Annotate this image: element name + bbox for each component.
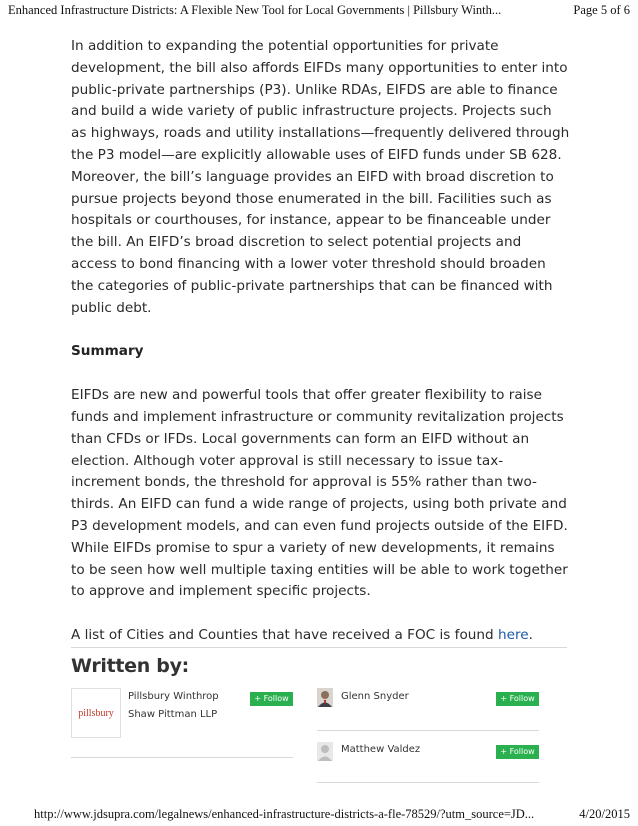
paragraph-foc-list [71, 625, 571, 647]
avatar[interactable] [317, 742, 333, 761]
article-body [71, 36, 571, 669]
page-url: http://www.jdsupra.com/legalnews/enhanced-infrastructure-districts-a-fle-78529/?utm_source=JD... [34, 807, 535, 821]
follow-author-button[interactable]: + Follow [496, 692, 539, 706]
print-footer [34, 807, 630, 822]
default-user-icon [317, 742, 333, 761]
page-number: Page 5 of 6 [573, 3, 630, 17]
paragraph-text: A list of Cities and Counties that have received a FOC is found [71, 627, 498, 644]
print-header [8, 3, 630, 18]
firm-divider [71, 757, 293, 758]
author-photo-icon [317, 688, 333, 707]
author-name-glenn[interactable]: Glenn Snyder [341, 691, 409, 702]
firm-name[interactable]: Pillsbury Winthrop Shaw Pittman LLP [128, 691, 219, 720]
author-divider [317, 782, 539, 783]
avatar[interactable] [317, 688, 333, 707]
firm-logo[interactable] [71, 688, 121, 738]
paragraph: In addition to expanding the potential opportunities for private development, the bill also affords EIFDs many opportunities to enter into public-private partnerships (P3). Unlike RDAs, EIFDS are able to finance and build a wide variety of public infrastructure projects. Projects such as highways, roads and utility installations—frequently delivered through the P3 model—are explicitly allowable uses of EIFD funds under SB 628. Moreover, the bill’s language provides an EIFD with broad discretion to pursue projects beyond those enumerated in the bill. Facilities such as hospitals or courthouses, for instance, appear to be financeable under the bill. An EIFD’s broad discretion to select potential projects and access to bond financing with a lower voter threshold should broaden the categories of public-private partnerships that can be financed with public debt. [71, 38, 570, 316]
follow-firm-button[interactable]: + Follow [250, 692, 293, 706]
summary-heading: Summary [71, 343, 144, 360]
section-divider [71, 647, 567, 648]
written-by-heading: Written by: [71, 655, 189, 677]
print-date: 4/20/2015 [579, 807, 630, 821]
follow-author-button[interactable]: + Follow [496, 745, 539, 759]
page-title: Enhanced Infrastructure Districts: A Flexible New Tool for Local Governments | Pillsbury Winth... [8, 3, 502, 17]
here-link[interactable]: here [497, 627, 529, 644]
paragraph-text-end: . [528, 627, 533, 644]
paragraph: EIFDs are new and powerful tools that offer greater flexibility to raise funds and implement infrastructure or community revitalization projects than CFDs or IFDs. Local governments can form an EIFD without an election. Although voter approval is still necessary to issue tax-increment bonds, the threshold for approval is 55% rather than two-thirds. An EIFD can fund a wide range of projects, using both private and P3 development models, and can even fund projects outside of the EIFD. While EIFDs promise to spur a variety of new developments, it remains to be seen how well multiple taxing entities will be able to work together to approve and implement specific projects. [71, 387, 568, 600]
author-name-matthew[interactable]: Matthew Valdez [341, 744, 421, 755]
firm-logo-text: pillsbury [78, 707, 114, 719]
author-divider [317, 730, 539, 731]
